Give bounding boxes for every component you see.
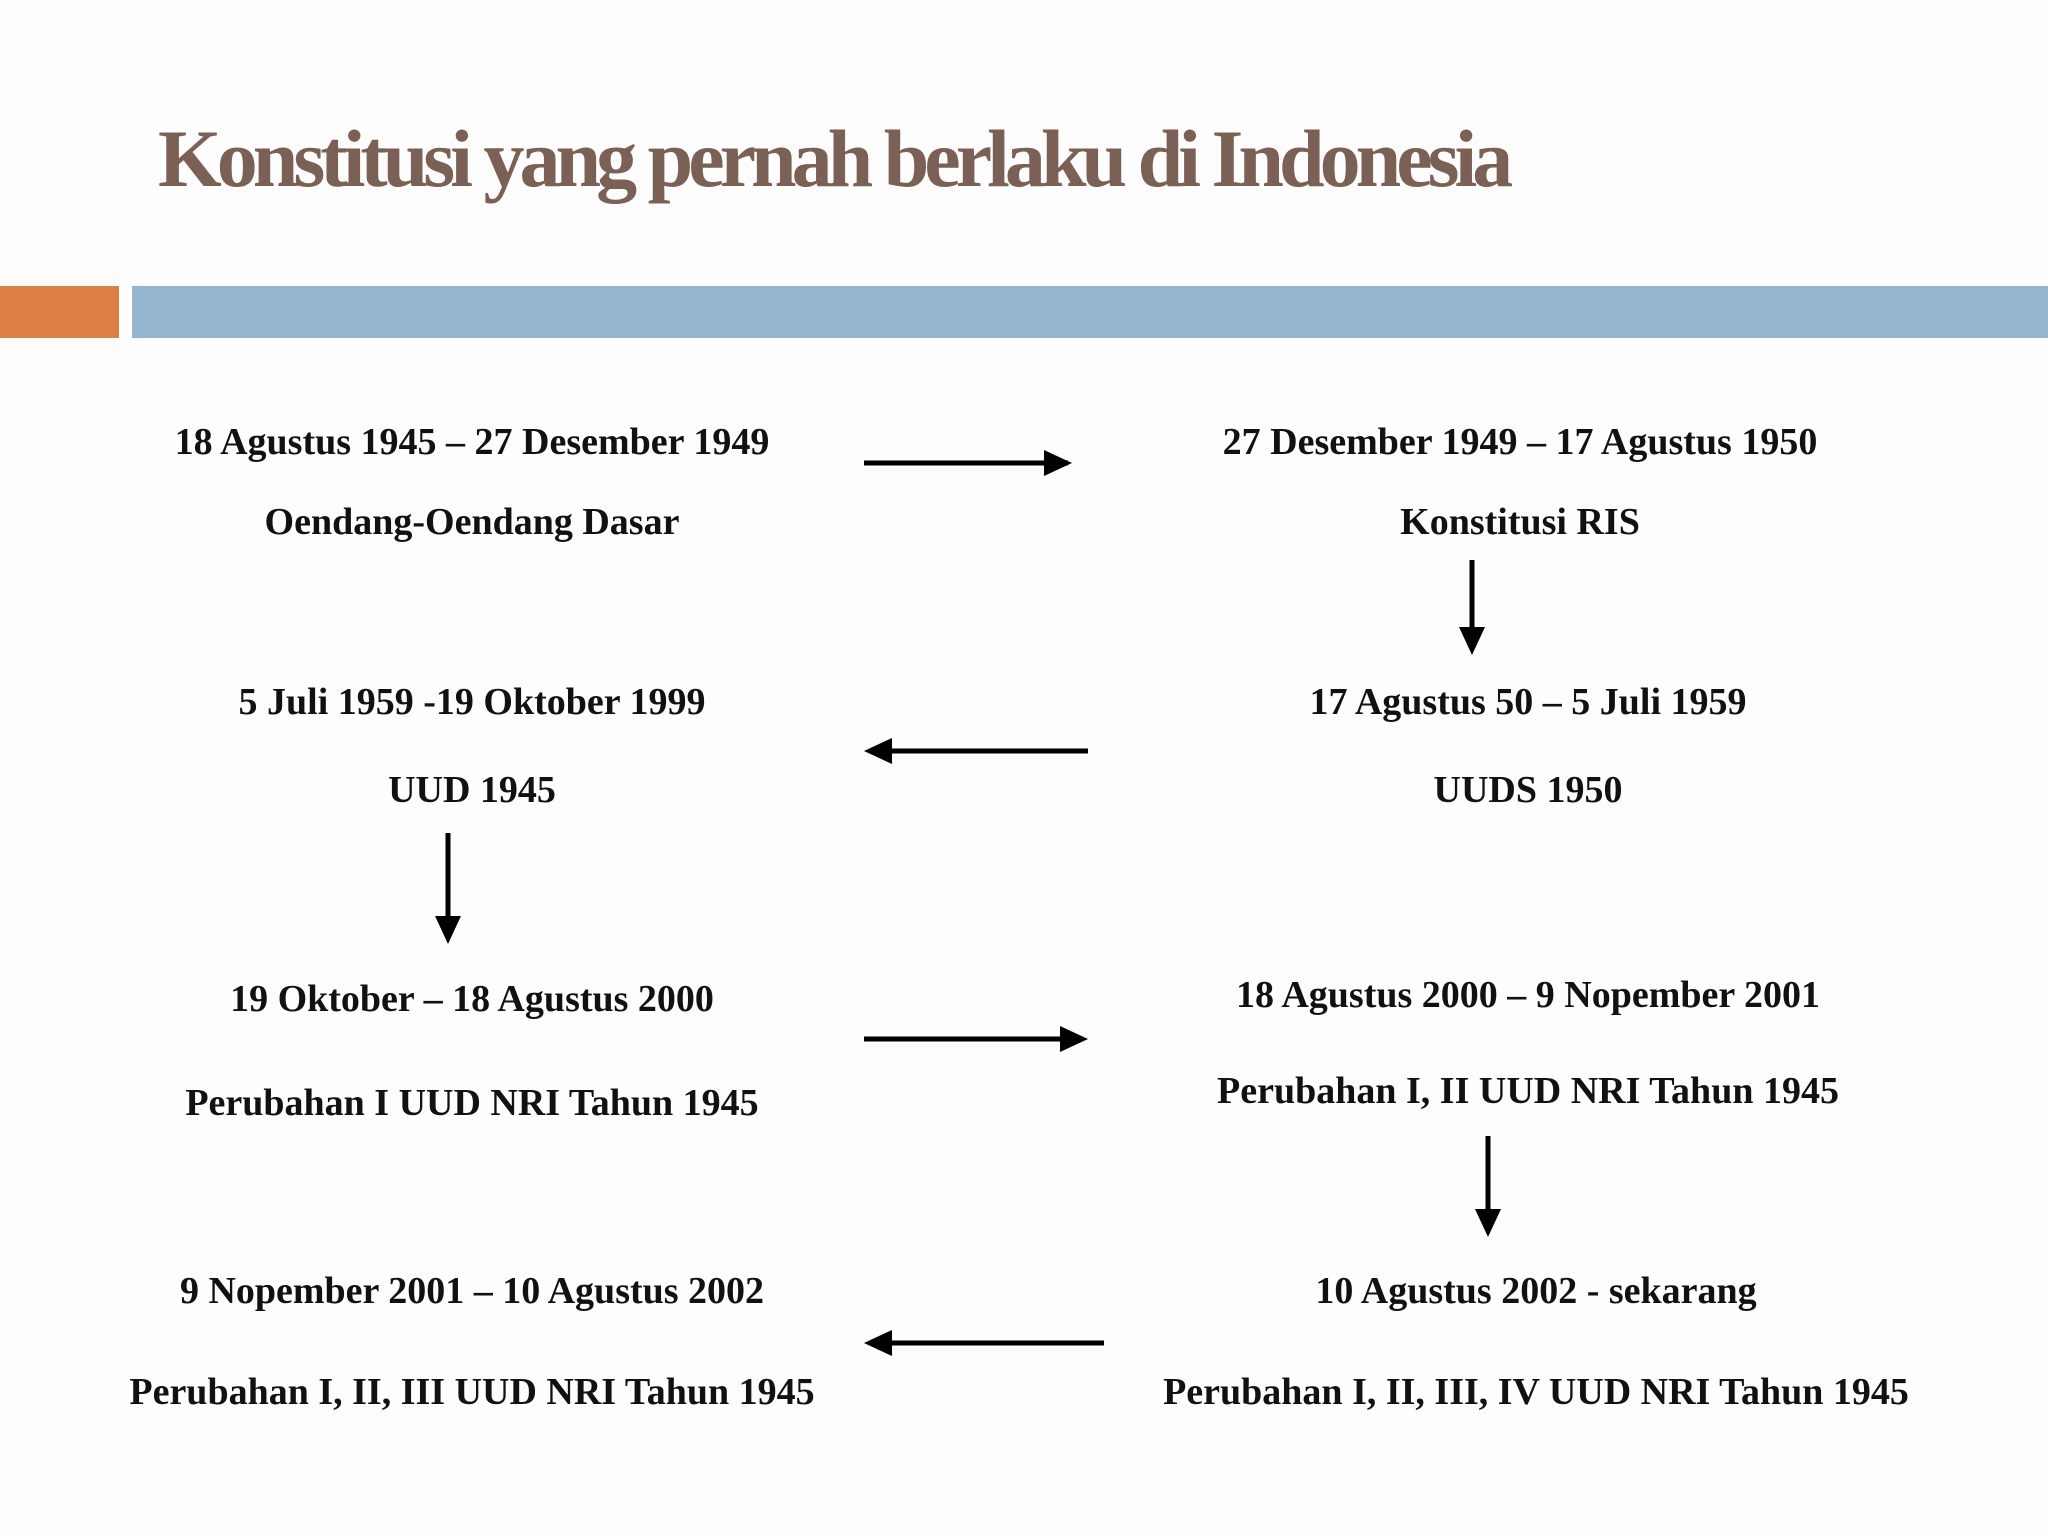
- stage-period-uud-1945-original: 18 Agustus 1945 – 27 Desember 1949: [174, 421, 770, 463]
- arrowhead-icon: [1060, 1026, 1088, 1052]
- arrowhead-icon: [1475, 1209, 1501, 1237]
- stage-name-perubahan-i-ii: Perubahan I, II UUD NRI Tahun 1945: [1217, 1070, 1839, 1112]
- stage-name-uuds-1950: UUDS 1950: [1433, 769, 1623, 811]
- stage-period-konstitusi-ris: 27 Desember 1949 – 17 Agustus 1950: [1222, 421, 1818, 463]
- stage-name-konstitusi-ris: Konstitusi RIS: [1400, 501, 1640, 543]
- stage-name-uud-1945-original: Oendang-Oendang Dasar: [264, 501, 680, 543]
- stage-period-uuds-1950: 17 Agustus 50 – 5 Juli 1959: [1309, 681, 1747, 723]
- slide-title: Konstitusi yang pernah berlaku di Indonesia: [158, 113, 1509, 204]
- stage-period-perubahan-i-ii: 18 Agustus 2000 – 9 Nopember 2001: [1235, 974, 1821, 1016]
- stage-name-uud-1945-decree: UUD 1945: [388, 769, 556, 811]
- stage-name-perubahan-i-iv: Perubahan I, II, III, IV UUD NRI Tahun 1945: [1163, 1371, 1909, 1413]
- stage-period-perubahan-i-ii-iii: 9 Nopember 2001 – 10 Agustus 2002: [179, 1270, 765, 1312]
- arrowhead-icon: [864, 738, 892, 764]
- stage-name-perubahan-i: Perubahan I UUD NRI Tahun 1945: [185, 1082, 759, 1124]
- arrowhead-icon: [1044, 450, 1072, 476]
- arrowhead-icon: [435, 916, 461, 944]
- stage-period-perubahan-i: 19 Oktober – 18 Agustus 2000: [230, 978, 714, 1020]
- arrowhead-icon: [864, 1330, 892, 1356]
- stage-name-perubahan-i-ii-iii: Perubahan I, II, III UUD NRI Tahun 1945: [129, 1371, 815, 1413]
- stage-period-uud-1945-decree: 5 Juli 1959 -19 Oktober 1999: [238, 681, 706, 723]
- arrowhead-icon: [1459, 627, 1485, 655]
- stage-period-perubahan-i-iv: 10 Agustus 2002 - sekarang: [1315, 1270, 1757, 1312]
